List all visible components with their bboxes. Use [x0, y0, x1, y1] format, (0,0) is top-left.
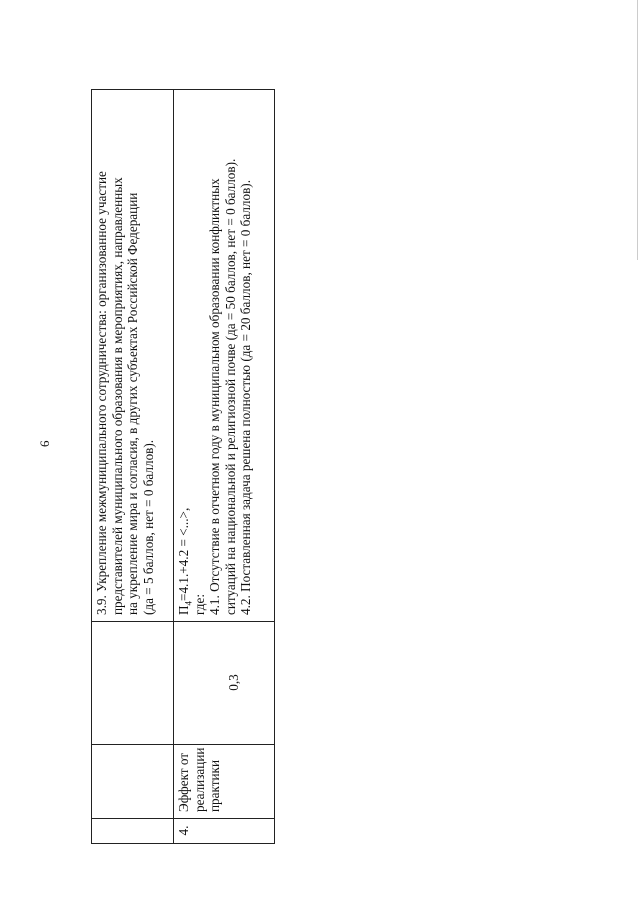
description-line: 4.1. Отсутствие в отчетном году в муниципальном образовании конфликтных — [207, 178, 222, 615]
description-line: ситуаций на национальной и религиозной почве (да = 50 баллов, нет = 0 баллов). — [222, 158, 238, 615]
description-line: 4.2. Поставленная задача решена полностью (да = 20 баллов, нет = 0 баллов). — [238, 179, 253, 615]
description-line: на укрепление мира и согласия, в других субъектах Российской Федерации — [125, 192, 140, 615]
criterion-name-cell — [92, 745, 174, 819]
description-line: где: — [191, 594, 207, 615]
table-row — [92, 90, 174, 844]
description-cell — [174, 90, 275, 622]
formula-line — [176, 95, 192, 615]
description-line: 3.9. Укрепление межмуниципального сотрудничества: организованное участие — [94, 171, 109, 615]
description-line: (да = 5 баллов, нет = 0 баллов). — [140, 439, 156, 615]
weight-value: 0,3 — [226, 674, 241, 691]
rotated-table-wrapper — [91, 89, 275, 844]
criterion-name-cell: Эффект от реализации практики — [174, 745, 275, 819]
weight-cell — [92, 622, 174, 745]
formula-prefix: П — [176, 605, 191, 615]
formula-rest: =4.1.+4.2 = <...>, — [176, 507, 191, 601]
weight-cell — [174, 622, 275, 745]
row-number-cell — [92, 819, 174, 844]
description-line: представителей муниципального образования в мероприятиях, направленных — [109, 177, 125, 615]
scan-edge-line — [637, 0, 638, 260]
page-number: 6 — [37, 440, 52, 447]
row-number-cell: 4. — [174, 819, 275, 844]
criteria-table — [91, 89, 275, 844]
table-row — [174, 90, 275, 844]
formula-subscript: 4 — [183, 600, 194, 606]
description-cell — [92, 90, 174, 622]
